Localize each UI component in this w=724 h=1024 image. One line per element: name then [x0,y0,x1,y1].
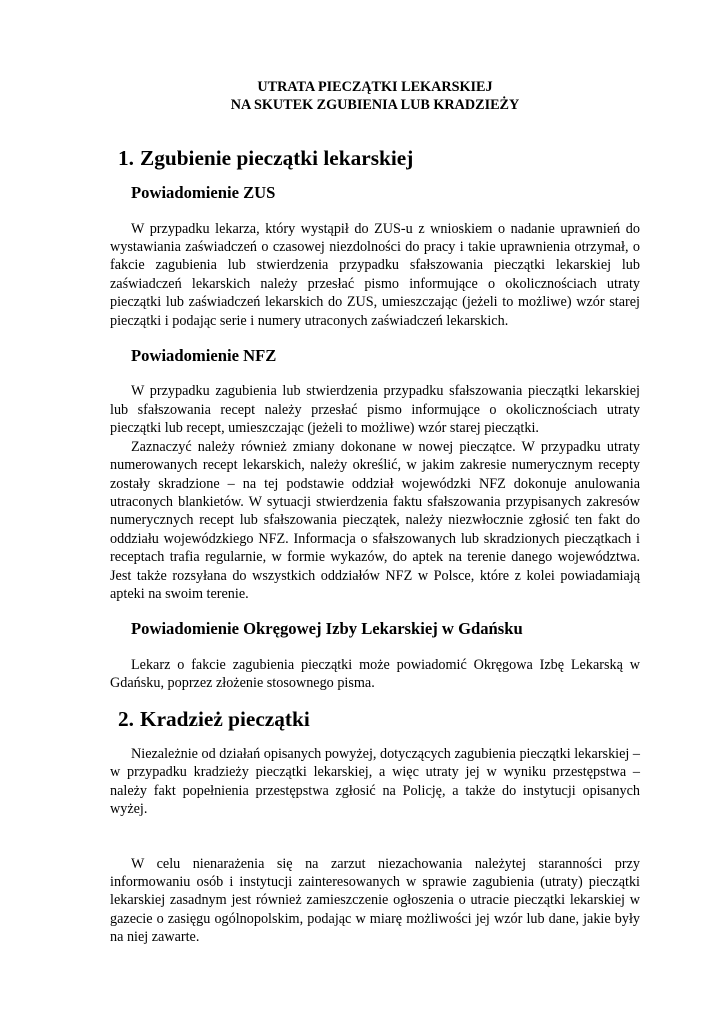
theft-paragraph-1: Niezależnie od działań opisanych powyżej, dotyczących zagubienia pieczątki lekarskiej – w przypadku kradzieży pieczątki lekarskiej, a więc utraty jej w wyniku przestępstwa – należy fakt popełnienia przestępstwa zgłosić na Policję, a także do instytucji opisanych wyżej. [110,745,640,818]
nfz-paragraph-1: W przypadku zagubienia lub stwierdzenia przypadku sfałszowania pieczątki lekarskiej lub sfałszowania recept należy przesłać pismo informujące o okolicznościach utraty pieczątki lub recept, umieszczając (jeżeli to możliwe) wzór starej pieczątki. [110,383,640,437]
section-1-number: 1. [118,145,134,170]
document-page [110,78,640,947]
section-2-title: Kradzież pieczątki [140,706,310,731]
section-1-title: Zgubienie pieczątki lekarskiej [140,145,414,170]
section-2-number: 2. [118,706,134,731]
zus-paragraph: W przypadku lekarza, który wystąpił do ZUS-u z wnioskiem o nadanie uprawnień do wystawiania zaświadczeń o czasowej niezdolności do pracy i takie uprawnienia otrzymał, o fakcie zagubienia lub stwierdzenia przypadku sfałszowania pieczątki lekarskiej lub zaświadczeń lekarskich należy przesłać pismo informujące o okolicznościach utraty pieczątki lub zaświadczeń lekarskich do ZUS, umieszczając (jeżeli to możliwe) wzór starej pieczątki i podając serie i numery utraconych zaświadczeń lekarskich. [110,220,640,329]
oil-paragraph: Lekarz o fakcie zagubienia pieczątki może powiadomić Okręgowa Izbę Lekarską w Gdańsku, poprzez złożenie stosownego pisma. [110,656,640,692]
oil-heading: Powiadomienie Okręgowej Izby Lekarskiej w Gdańsku [131,619,523,639]
document-title [110,78,640,115]
section-2-heading [110,706,640,731]
section-1-heading [110,145,640,170]
theft-paragraph-2: W celu nienarażenia się na zarzut niezachowania należytej staranności przy informowaniu osób i instytucji zainteresowanych w sprawie zagubienia (utraty) pieczątki lekarskiej zasadnym jest również zamieszczenie ogłoszenia o utracie pieczątki lekarskiej w gazecie o zasięgu ogólnopolskim, podając w miarę możliwości jej wzór lub dane, jakie były na niej zawarte. [110,855,640,946]
nfz-paragraph-2: Zaznaczyć należy również zmiany dokonane w nowej pieczątce. W przypadku utraty numerowanych recept lekarskich, należy określić, w jakim zakresie numerycznym recepty zostały skradzione – na tej podstawie oddział wojewódzki NFZ dokonuje anulowania utraconych blankietów. W sytuacji stwierdzenia faktu sfałszowania przypisanych zakresów numerycznych recept lub sfałszowania pieczątek, należy niezwłocznie zgłosić ten fakt do oddziału wojewódzkiego NFZ. Informacja o sfałszowanych lub skradzionych pieczątkach i receptach trafia regularnie, w formie wykazów, do aptek na terenie danego województwa. Jest także rozsyłana do wszystkich oddziałów NFZ w Polsce, które z kolei powiadamiają apteki na swoim terenie. [110,438,640,602]
zus-heading: Powiadomienie ZUS [131,183,276,203]
title-line-2: NA SKUTEK ZGUBIENIA LUB KRADZIEŻY [230,97,520,114]
title-line-1: UTRATA PIECZĄTKI LEKARSKIEJ [257,79,493,95]
nfz-heading: Powiadomienie NFZ [131,346,277,366]
